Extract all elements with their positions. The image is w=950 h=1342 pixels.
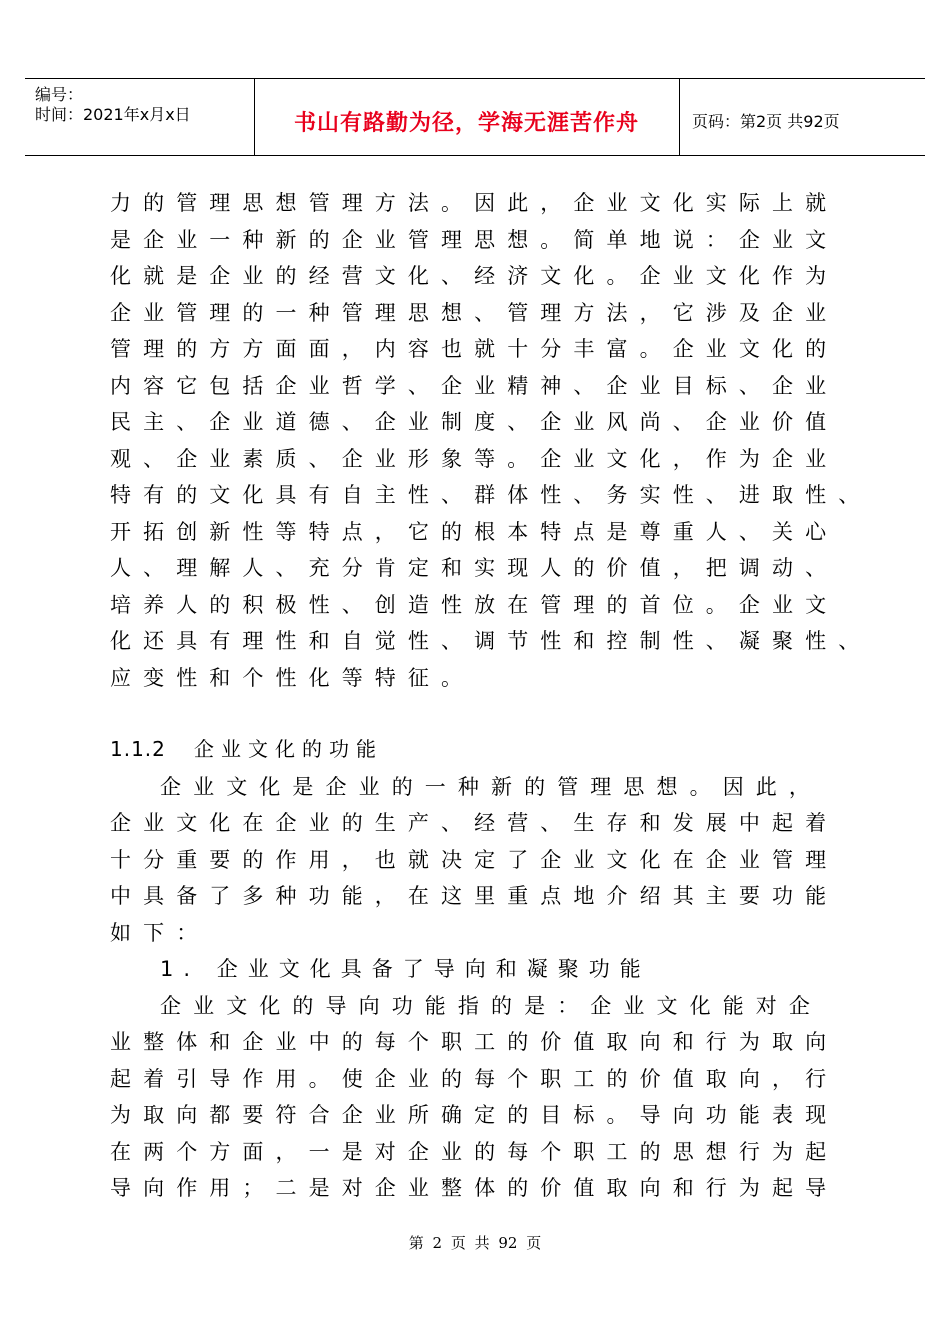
paragraph-line: 企业文化的导向功能指的是：企业文化能对企 [160, 994, 822, 1018]
paragraph-line: 开拓创新性等特点，它的根本特点是尊重人、关心 [110, 520, 839, 544]
paragraph-line: 起着引导作用。使企业的每个职工的价值取向，行 [110, 1067, 839, 1091]
paragraph-line: 管理的方方面面，内容也就十分丰富。企业文化的 [110, 337, 839, 361]
paragraph-line: 企业文化是企业的一种新的管理思想。因此， [160, 775, 822, 799]
paragraph-line: 中具备了多种功能，在这里重点地介绍其主要功能 [110, 884, 839, 908]
paragraph-line: 在两个方面，一是对企业的每个职工的思想行为起 [110, 1140, 839, 1164]
header-motto: 书山有路勤为径，学海无涯苦作舟 [293, 111, 639, 136]
paragraph-line: 内容它包括企业哲学、企业精神、企业目标、企业 [110, 374, 839, 398]
paragraph-line: 人、理解人、充分肯定和实现人的价值，把调动、 [110, 556, 839, 580]
document-header [25, 78, 925, 156]
paragraph-line: 企业管理的一种管理思想、管理方法，它涉及企业 [110, 301, 839, 325]
paragraph-line: 应变性和个性化等特征。 [110, 666, 475, 690]
paragraph-line: 力的管理思想管理方法。因此，企业文化实际上就 [110, 191, 839, 215]
paragraph-line: 培养人的积极性、创造性放在管理的首位。企业文 [110, 593, 839, 617]
paragraph-line: 观、企业素质、企业形象等。企业文化，作为企业 [110, 447, 839, 471]
paragraph-line: 业整体和企业中的每个职工的价值取向和行为取向 [110, 1030, 839, 1054]
document-time-label: 时间：2021年x月x日 [35, 105, 191, 124]
header-motto-cell [254, 79, 680, 155]
section-title: 企业文化的功能 [194, 737, 383, 761]
paragraph-line: 为取向都要符合企业所确定的目标。导向功能表现 [110, 1103, 839, 1127]
header-page-info: 页码：第2页 共92页 [692, 112, 840, 131]
list-item-heading: 1. 企业文化具备了导向和凝聚功能 [160, 957, 651, 981]
paragraph-line: 是企业一种新的企业管理思想。简单地说：企业文 [110, 228, 839, 252]
paragraph-line: 特有的文化具有自主性、群体性、务实性、进取性、 [110, 483, 872, 507]
paragraph-line: 化还具有理性和自觉性、调节性和控制性、凝聚性、 [110, 629, 872, 653]
header-meta-cell [25, 79, 255, 155]
section-number: 1.1.2 [110, 737, 166, 761]
paragraph-line: 化就是企业的经营文化、经济文化。企业文化作为 [110, 264, 839, 288]
paragraph-line: 如下： [110, 921, 210, 945]
document-number-label: 编号： [35, 85, 84, 104]
page-footer: 第 2 页 共 92 页 [408, 1234, 542, 1252]
paragraph-line: 企业文化在企业的生产、经营、生存和发展中起着 [110, 811, 839, 835]
header-page-cell [680, 79, 925, 155]
paragraph-line: 民主、企业道德、企业制度、企业风尚、企业价值 [110, 410, 839, 434]
paragraph-line: 导向作用；二是对企业整体的价值取向和行为起导 [110, 1176, 839, 1200]
paragraph-line: 十分重要的作用，也就决定了企业文化在企业管理 [110, 848, 839, 872]
